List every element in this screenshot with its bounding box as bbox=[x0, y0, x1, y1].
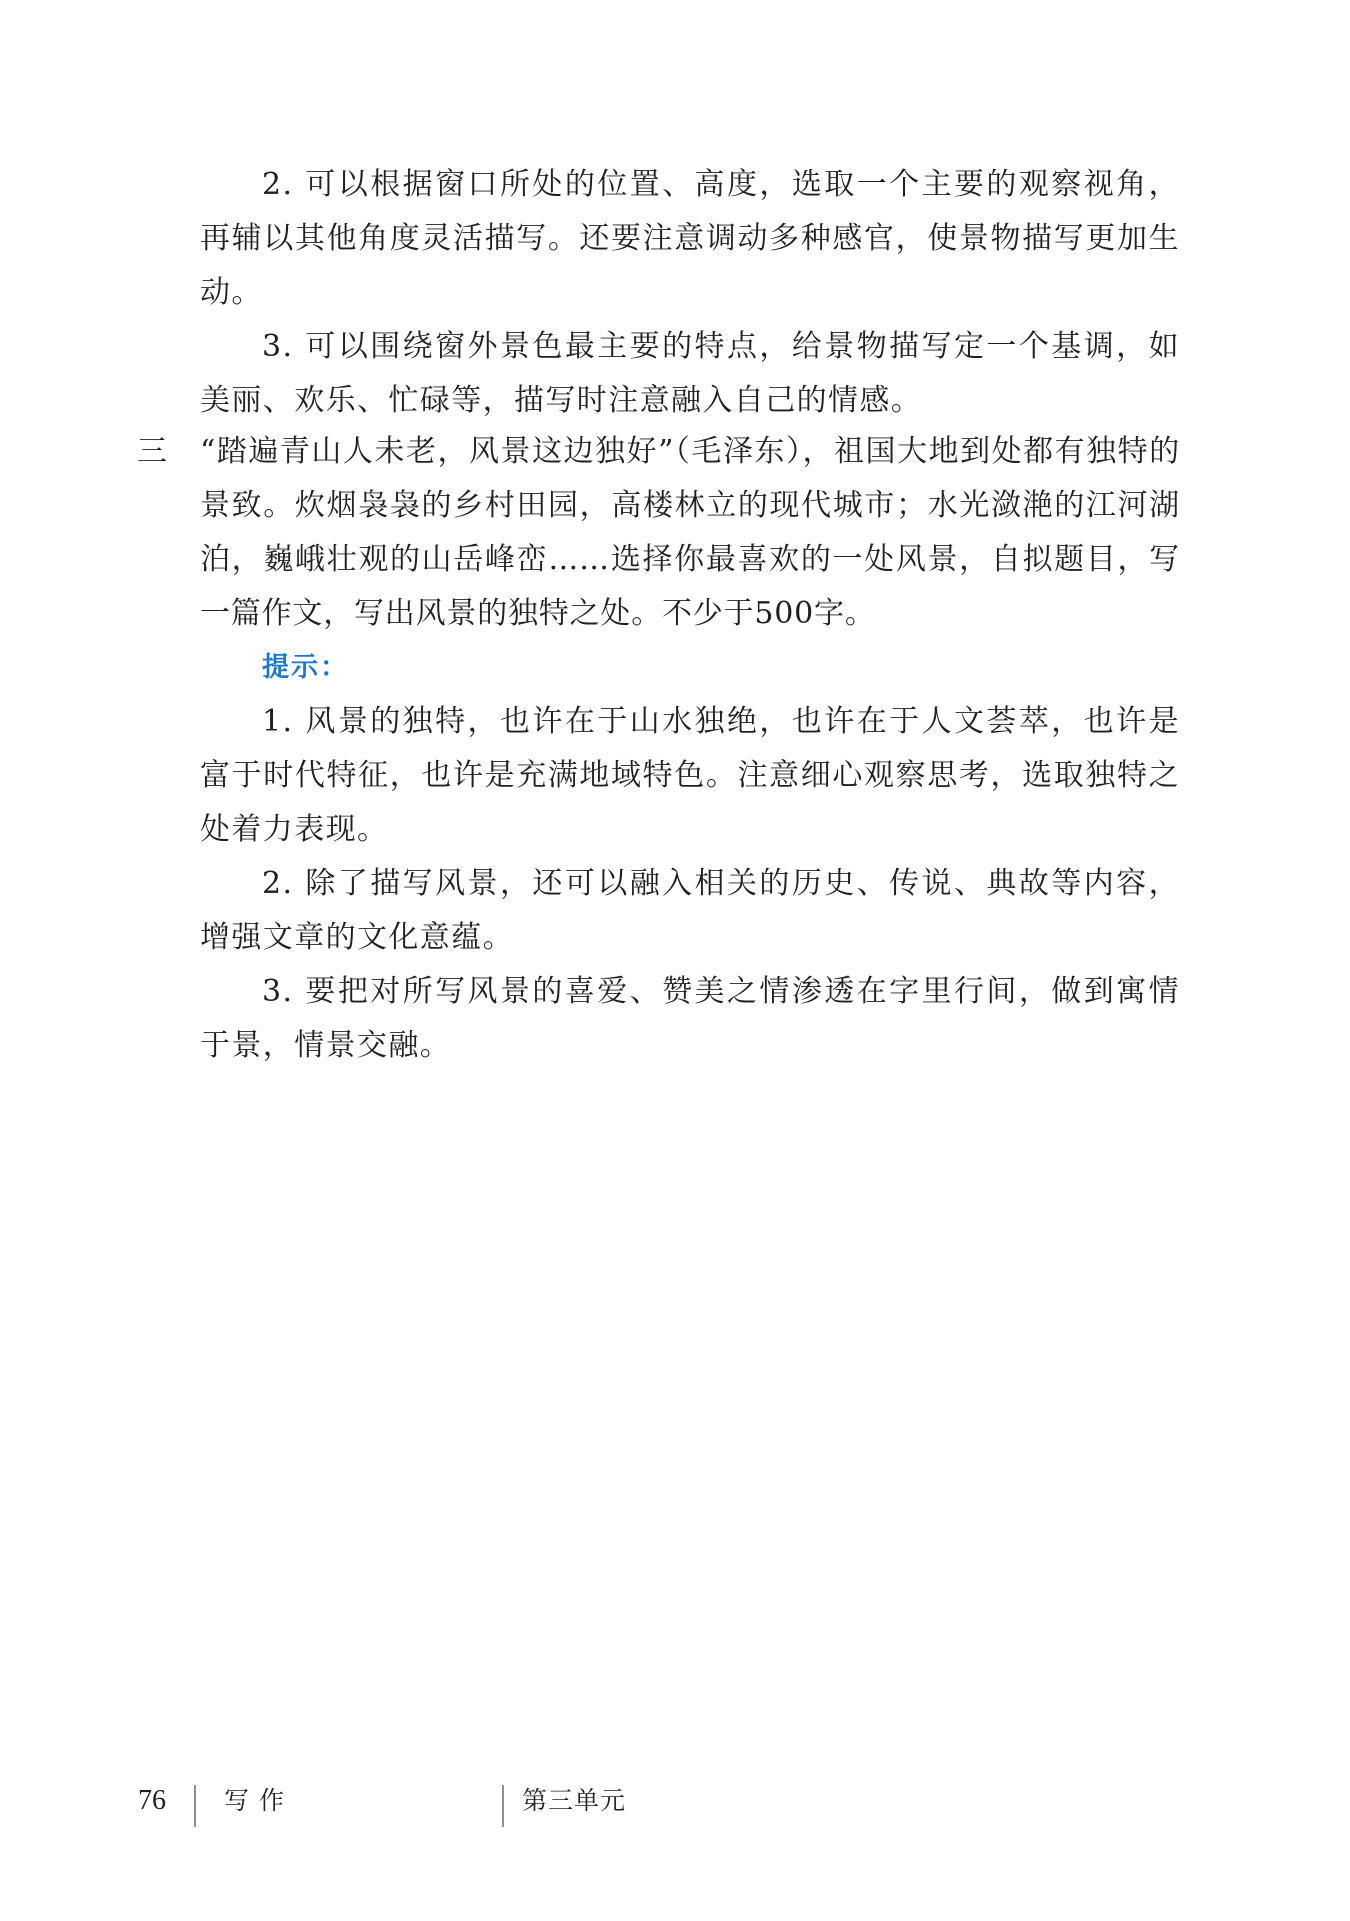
essay-tips bbox=[200, 695, 1180, 1073]
task-number: 三 bbox=[137, 434, 167, 469]
footer-unit-title: 第三单元 bbox=[522, 1786, 627, 1815]
tip-label: 提示： bbox=[262, 652, 349, 683]
tip-item-3: 3. 要把对所写风景的喜爱、赞美之情渗透在字里行间，做到寓情于景，情景交融。 bbox=[200, 974, 1180, 1063]
page-footer bbox=[0, 1781, 1350, 1841]
hint-item-2: 2. 可以根据窗口所处的位置、高度，选取一个主要的观察视角，再辅以其他角度灵活描写。还要注意调动多种感官，使景物描写更加生动。 bbox=[200, 167, 1180, 310]
window-view-writing-hints bbox=[200, 158, 1180, 428]
landscape-essay-task bbox=[137, 425, 1180, 1073]
hint-item-3: 3. 可以围绕窗外景色最主要的特点，给景物描写定一个基调，如美丽、欢乐、忙碌等，描写时注意融入自己的情感。 bbox=[200, 329, 1180, 418]
page-number: 76 bbox=[138, 1785, 166, 1816]
footer-section-title: 写作 bbox=[224, 1786, 295, 1815]
footer-divider-left bbox=[194, 1785, 196, 1827]
essay-prompt: “踏遍青山人未老，风景这边独好”（毛泽东），祖国大地到处都有独特的景致。炊烟袅袅的乡村田园，高楼林立的现代城市；水光潋滟的江河湖泊，巍峨壮观的山岳峰峦……选择你最喜欢的一处风景，自拟题目，写一篇作文，写出风景的独特之处。不少于500字。 bbox=[200, 434, 1180, 631]
footer-divider-right bbox=[502, 1785, 504, 1827]
tip-item-1: 1. 风景的独特，也许在于山水独绝，也许在于人文荟萃，也许是富于时代特征，也许是充满地域特色。注意细心观察思考，选取独特之处着力表现。 bbox=[200, 704, 1180, 847]
tip-item-2: 2. 除了描写风景，还可以融入相关的历史、传说、典故等内容，增强文章的文化意蕴。 bbox=[200, 866, 1180, 955]
